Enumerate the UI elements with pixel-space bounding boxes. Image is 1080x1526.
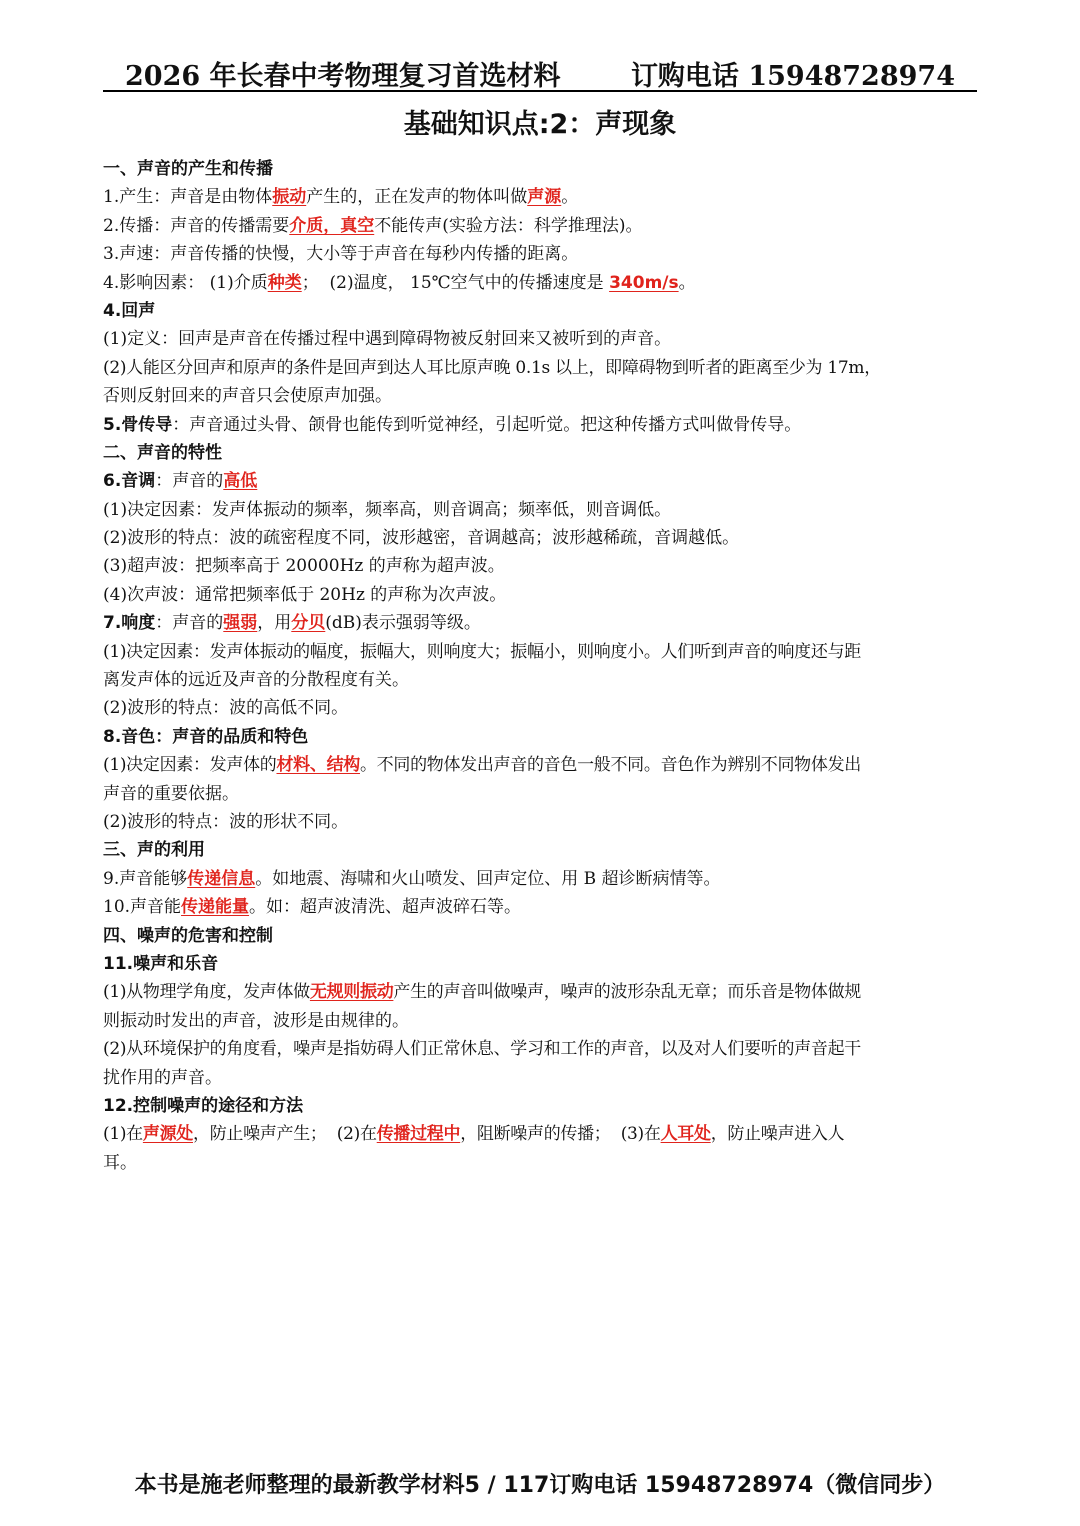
key-term: 无规则振动: [309, 982, 394, 1003]
paragraph: 6.音调：声音的高低: [103, 471, 258, 492]
paragraph: 10.声音能传递能量。如：超声波清洗、超声波碎石等。: [103, 897, 522, 918]
paragraph: 否则反射回来的声音只会使原声加强。: [103, 386, 392, 407]
paragraph: 1.产生：声音是由物体振动产生的，正在发声的物体叫做声源。: [103, 187, 579, 208]
page-header: [103, 52, 977, 92]
page-title: 基础知识点:2：声现象: [403, 109, 677, 140]
section-heading: 一、声音的产生和传播: [103, 159, 273, 179]
paragraph: (1)决定因素：发声体的材料、结构。不同的物体发出声音的音色一般不同。音色作为辨别不同物体发出: [103, 755, 861, 776]
paragraph: (2)从环境保护的角度看，噪声是指妨碍人们正常休息、学习和工作的声音，以及对人们要听的声音起干: [103, 1039, 861, 1060]
paragraph: (2)波形的特点：波的形状不同。: [103, 811, 349, 832]
paragraph: (1)从物理学角度，发声体做无规则振动产生的声音叫做噪声，噪声的波形杂乱无章；而乐音是物体做规: [103, 982, 861, 1003]
section-heading: 二、声音的特性: [103, 442, 222, 463]
key-term: 声源处: [142, 1124, 193, 1145]
notes-body: [103, 155, 973, 1177]
paragraph: 9.声音能够传递信息。如地震、海啸和火山喷发、回声定位、用 B 超诊断病情等。: [103, 868, 721, 889]
paragraph: 5.骨传导：声音通过头骨、颌骨也能传到听觉神经，引起听觉。把这种传播方式叫做骨传导。: [103, 414, 802, 435]
key-term: 340m/s: [609, 272, 679, 293]
header-phone: 订购电话 15948728974: [630, 61, 955, 92]
subsection-heading: 6.音调: [103, 471, 156, 492]
header-title: 2026 年长春中考物理复习首选材料: [125, 61, 561, 92]
paragraph: (4)次声波：通常把频率低于 20Hz 的声称为次声波。: [103, 584, 507, 605]
subsection-heading: 7.响度: [103, 613, 156, 634]
paragraph: 4.影响因素： (1)介质种类； (2)温度， 15℃空气中的传播速度是 340m/s。: [103, 272, 696, 293]
page-footer: 本书是施老师整理的最新教学材料5 / 117订购电话 15948728974（微信同步）: [134, 1473, 946, 1498]
subsection-heading: 5.骨传导: [103, 414, 173, 435]
paragraph: 扰作用的声音。: [103, 1067, 222, 1088]
key-term: 种类: [267, 272, 302, 293]
subsection-heading: 12.控制噪声的途径和方法: [103, 1095, 304, 1116]
paragraph: 耳。: [103, 1152, 137, 1173]
key-term: 传递能量: [181, 897, 250, 918]
paragraph: (2)人能区分回声和原声的条件是回声到达人耳比原声晚 0.1s 以上，即障碍物到听者的距离至少为 17m，: [103, 357, 881, 378]
paragraph: (1)决定因素：发声体振动的频率，频率高，则音调高；频率低，则音调低。: [103, 499, 672, 520]
subsection-heading: 11.噪声和乐音: [103, 953, 219, 974]
paragraph: 则振动时发出的声音，波形是由规律的。: [103, 1010, 409, 1031]
paragraph: (1)定义：回声是声音在传播过程中遇到障碍物被反射回来又被听到的声音。: [103, 329, 672, 350]
key-term: 传递信息: [187, 868, 256, 889]
key-term: 介质，真空: [289, 215, 375, 236]
subsection-heading: 4.回声: [103, 300, 156, 321]
key-term: 振动: [272, 187, 307, 208]
paragraph: (1)在声源处，防止噪声产生； (2)在传播过程中，阻断噪声的传播； (3)在人耳处，防止噪声进入人: [103, 1124, 845, 1145]
paragraph: (3)超声波：把频率高于 20000Hz 的声称为超声波。: [103, 556, 505, 577]
paragraph: 7.响度：声音的强弱，用分贝(dB)表示强弱等级。: [103, 613, 481, 634]
key-term: 人耳处: [660, 1124, 711, 1145]
paragraph: (2)波形的特点：波的高低不同。: [103, 698, 349, 719]
subsection-heading: 8.音色：声音的品质和特色: [103, 726, 309, 747]
key-term: 传播过程中: [376, 1124, 461, 1145]
key-term: 强弱: [223, 613, 258, 634]
paragraph: 3.声速：声音传播的快慢，大小等于声音在每秒内传播的距离。: [103, 244, 579, 265]
section-heading: 三、声的利用: [103, 840, 205, 861]
paragraph: (2)波形的特点：波的疏密程度不同，波形越密，音调越高；波形越稀疏，音调越低。: [103, 528, 740, 549]
paragraph: 2.传播：声音的传播需要介质，真空不能传声(实验方法：科学推理法)。: [103, 215, 643, 236]
paragraph: 离发声体的远近及声音的分散程度有关。: [103, 670, 409, 691]
key-term: 材料、结构: [276, 755, 360, 776]
key-term: 高低: [223, 471, 258, 492]
section-heading: 四、噪声的危害和控制: [103, 925, 273, 946]
paragraph: 声音的重要依据。: [103, 783, 239, 804]
key-term: 声源: [527, 187, 562, 208]
paragraph: (1)决定因素：发声体振动的幅度，振幅大，则响度大；振幅小，则响度小。人们听到声音的响度还与距: [103, 641, 861, 662]
key-term: 分贝: [291, 613, 326, 634]
